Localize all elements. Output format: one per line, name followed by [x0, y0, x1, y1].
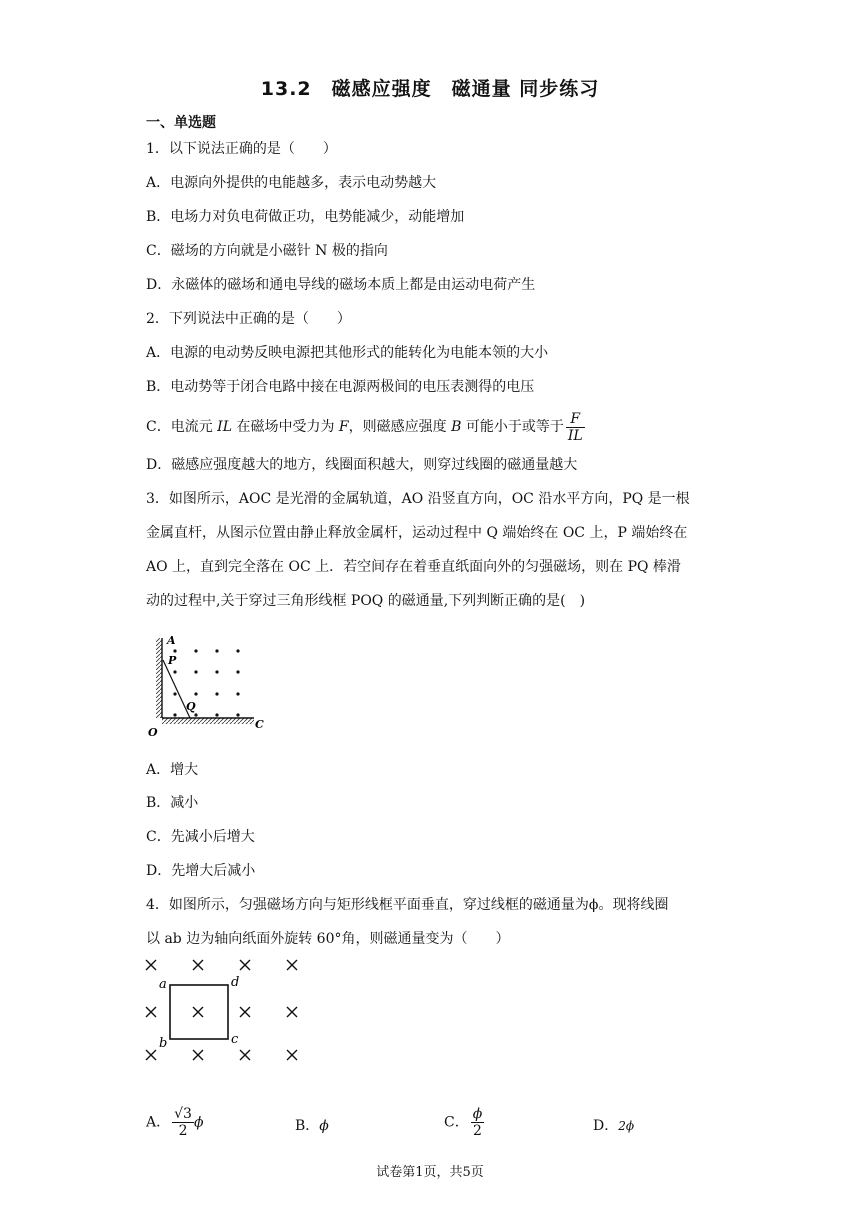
q3-option-a: A．增大: [146, 762, 199, 778]
label-b-corner: b: [159, 1036, 168, 1051]
q2-c-fraction: [566, 411, 585, 444]
label-a-corner: a: [159, 977, 167, 992]
q4-figure: [140, 954, 320, 1066]
q4-b-symbol: ϕ: [319, 1118, 329, 1134]
q2-stem: 2．下列说法中正确的是（ ）: [146, 311, 351, 327]
q4-d-symbol: 2ϕ: [618, 1119, 635, 1133]
label-p: P: [168, 654, 177, 667]
field-dots: [173, 649, 239, 716]
q3-stem-line2: 金属直杆，从图示位置由静止释放金属杆，运动过程中 Q 端始终在 OC 上，P 端始终在: [146, 525, 688, 541]
label-d-corner: d: [231, 975, 240, 990]
q4-option-a: [146, 1106, 204, 1139]
q1-option-b: B．电场力对负电荷做正功，电势能减少，动能增加: [146, 209, 465, 225]
q2-c-il: IL: [217, 419, 232, 435]
q2-option-d: D．磁感应强度越大的地方，线圈面积越大，则穿过线圈的磁通量越大: [146, 457, 578, 473]
fraction-denominator: 2: [473, 1123, 482, 1139]
coil-frame: [170, 985, 228, 1039]
q4-c-label: C．: [444, 1114, 469, 1131]
q4-b-label: B．: [295, 1118, 320, 1134]
q2-c-f: F: [338, 419, 349, 435]
fraction-numerator: √3: [174, 1106, 192, 1122]
q4-d-label: D．: [593, 1118, 619, 1134]
horizontal-rail-hatch: [162, 718, 254, 724]
q4-a-symbol: ϕ: [193, 1114, 204, 1131]
q3-option-c: C．先减小后增大: [146, 829, 255, 845]
q4-option-b: [295, 1116, 329, 1136]
q3-figure: [144, 630, 274, 740]
q2-c-mid: 在磁场中受力为: [236, 419, 335, 435]
q2-c-suffix: 可能小于或等于: [465, 419, 564, 435]
fraction-numerator: ϕ: [472, 1106, 483, 1122]
label-q: Q: [186, 700, 196, 713]
label-c-corner: c: [231, 1032, 239, 1047]
q4-stem-line2: 以 ab 边为轴向纸面外旋转 60°角，则磁通量变为（ ）: [146, 931, 510, 947]
q3-stem-line1: 3．如图所示，AOC 是光滑的金属轨道，AO 沿竖直方向，OC 沿水平方向，PQ 是一根: [146, 491, 690, 507]
q2-c-mid2: ，则磁感应强度: [348, 419, 447, 435]
q4-c-fraction: [471, 1106, 485, 1139]
q2-c-b: B: [451, 419, 462, 435]
fraction-denominator: IL: [567, 427, 583, 444]
section-heading: 一、单选题: [146, 115, 216, 131]
page-footer: 试卷第1页，共5页: [376, 1165, 484, 1180]
q2-c-prefix: C．电流元: [146, 419, 213, 435]
q4-a-label: A．: [146, 1114, 171, 1131]
vertical-rail-hatch: [156, 638, 162, 718]
q2-option-c: [146, 409, 585, 445]
q2-option-a: A．电源的电动势反映电源把其他形式的能转化为电能本领的大小: [146, 345, 549, 361]
q4-option-d: [593, 1116, 634, 1136]
fraction-numerator: F: [566, 411, 585, 428]
q3-option-b: B．减小: [146, 795, 199, 811]
q1-stem: 1．以下说法正确的是（ ）: [146, 141, 337, 157]
q1-option-d: D．永磁体的磁场和通电导线的磁场本质上都是由运动电荷产生: [146, 277, 536, 293]
label-o: O: [148, 726, 158, 739]
q1-option-a: A．电源向外提供的电能越多，表示电动势越大: [146, 175, 437, 191]
q2-option-b: B．电动势等于闭合电路中接在电源两极间的电压表测得的电压: [146, 379, 535, 395]
q4-stem-line1: 4．如图所示，匀强磁场方向与矩形线框平面垂直，穿过线框的磁通量为ϕ。现将线圈: [146, 897, 669, 913]
q4-a-fraction: [172, 1106, 194, 1139]
q3-option-d: D．先增大后减小: [146, 863, 256, 879]
fraction-denominator: 2: [178, 1123, 188, 1139]
q1-option-c: C．磁场的方向就是小磁针 N 极的指向: [146, 243, 388, 259]
label-c: C: [255, 718, 264, 731]
q3-stem-line3: AO 上，直到完全落在 OC 上．若空间存在着垂直纸面向外的匀强磁场，则在 PQ 棒滑: [146, 559, 681, 575]
q3-stem-line4: 动的过程中,关于穿过三角形线框 POQ 的磁通量,下列判断正确的是( ): [146, 593, 586, 609]
q4-option-c: [444, 1106, 484, 1139]
field-crosses: [146, 960, 297, 1060]
page-title: 13.2 磁感应强度 磁通量 同步练习: [260, 78, 600, 100]
label-a: A: [167, 634, 176, 647]
